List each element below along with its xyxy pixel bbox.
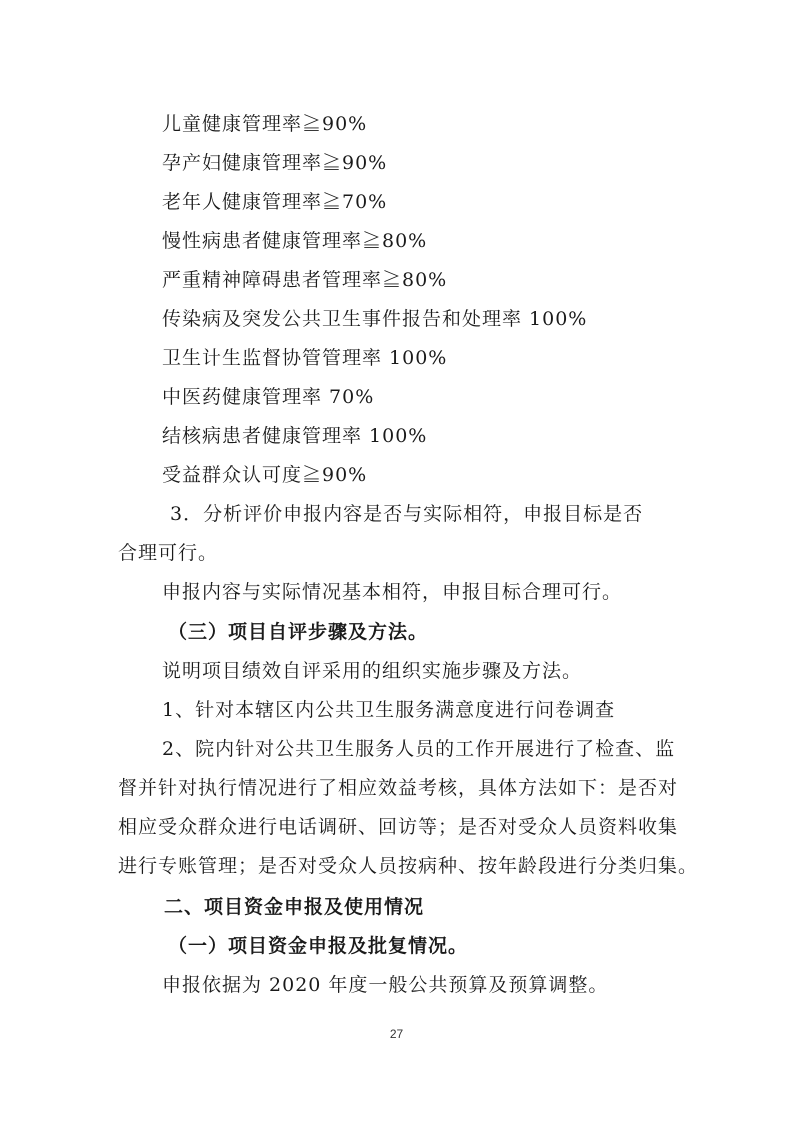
section3-description: 说明项目绩效自评采用的组织实施步骤及方法。 <box>162 660 583 682</box>
indicator-elderly-health: 老年人健康管理率≧70% <box>162 191 388 213</box>
indicator-infectious-disease: 传染病及突发公共卫生事件报告和处理率 100% <box>162 308 588 330</box>
indicator-tuberculosis: 结核病患者健康管理率 100% <box>162 425 428 447</box>
indicator-supervision: 卫生计生监督协管管理率 100% <box>162 347 448 369</box>
part2-heading: 二、项目资金申报及使用情况 <box>164 896 425 918</box>
indicator-mental-disorder: 严重精神障碍患者管理率≧80% <box>162 269 448 291</box>
indicator-satisfaction: 受益群众认可度≧90% <box>162 464 368 486</box>
section3-step2-line1: 2、院内针对公共卫生服务人员的工作开展进行了检查、监 <box>162 738 676 760</box>
part2-text: 申报依据为 2020 年度一般公共预算及预算调整。 <box>162 974 609 996</box>
part2-subheading: （一）项目资金申报及批复情况。 <box>168 935 469 957</box>
indicator-chronic-disease: 慢性病患者健康管理率≧80% <box>162 230 428 252</box>
item3-question-line2: 合理可行。 <box>118 542 219 564</box>
section3-step2-line4: 进行专账管理；是否对受众人员按病种、按年龄段进行分类归集。 <box>118 855 699 877</box>
item3-answer: 申报内容与实际情况基本相符，申报目标合理可行。 <box>162 581 623 603</box>
section3-heading: （三）项目自评步骤及方法。 <box>168 621 429 643</box>
section3-step2-line3: 相应受众群众进行电话调研、回访等；是否对受众人员资料收集 <box>118 816 679 838</box>
indicator-child-health: 儿童健康管理率≧90% <box>162 113 368 135</box>
section3-step1: 1、针对本辖区内公共卫生服务满意度进行问卷调查 <box>162 699 616 721</box>
page-number: 27 <box>389 1027 404 1041</box>
indicator-tcm-health: 中医药健康管理率 70% <box>162 386 375 408</box>
item3-question-line1: 3．分析评价申报内容是否与实际相符，申报目标是否 <box>170 503 644 525</box>
section3-step2-line2: 督并针对执行情况进行了相应效益考核，具体方法如下：是否对 <box>118 777 679 799</box>
indicator-maternal-health: 孕产妇健康管理率≧90% <box>162 152 388 174</box>
